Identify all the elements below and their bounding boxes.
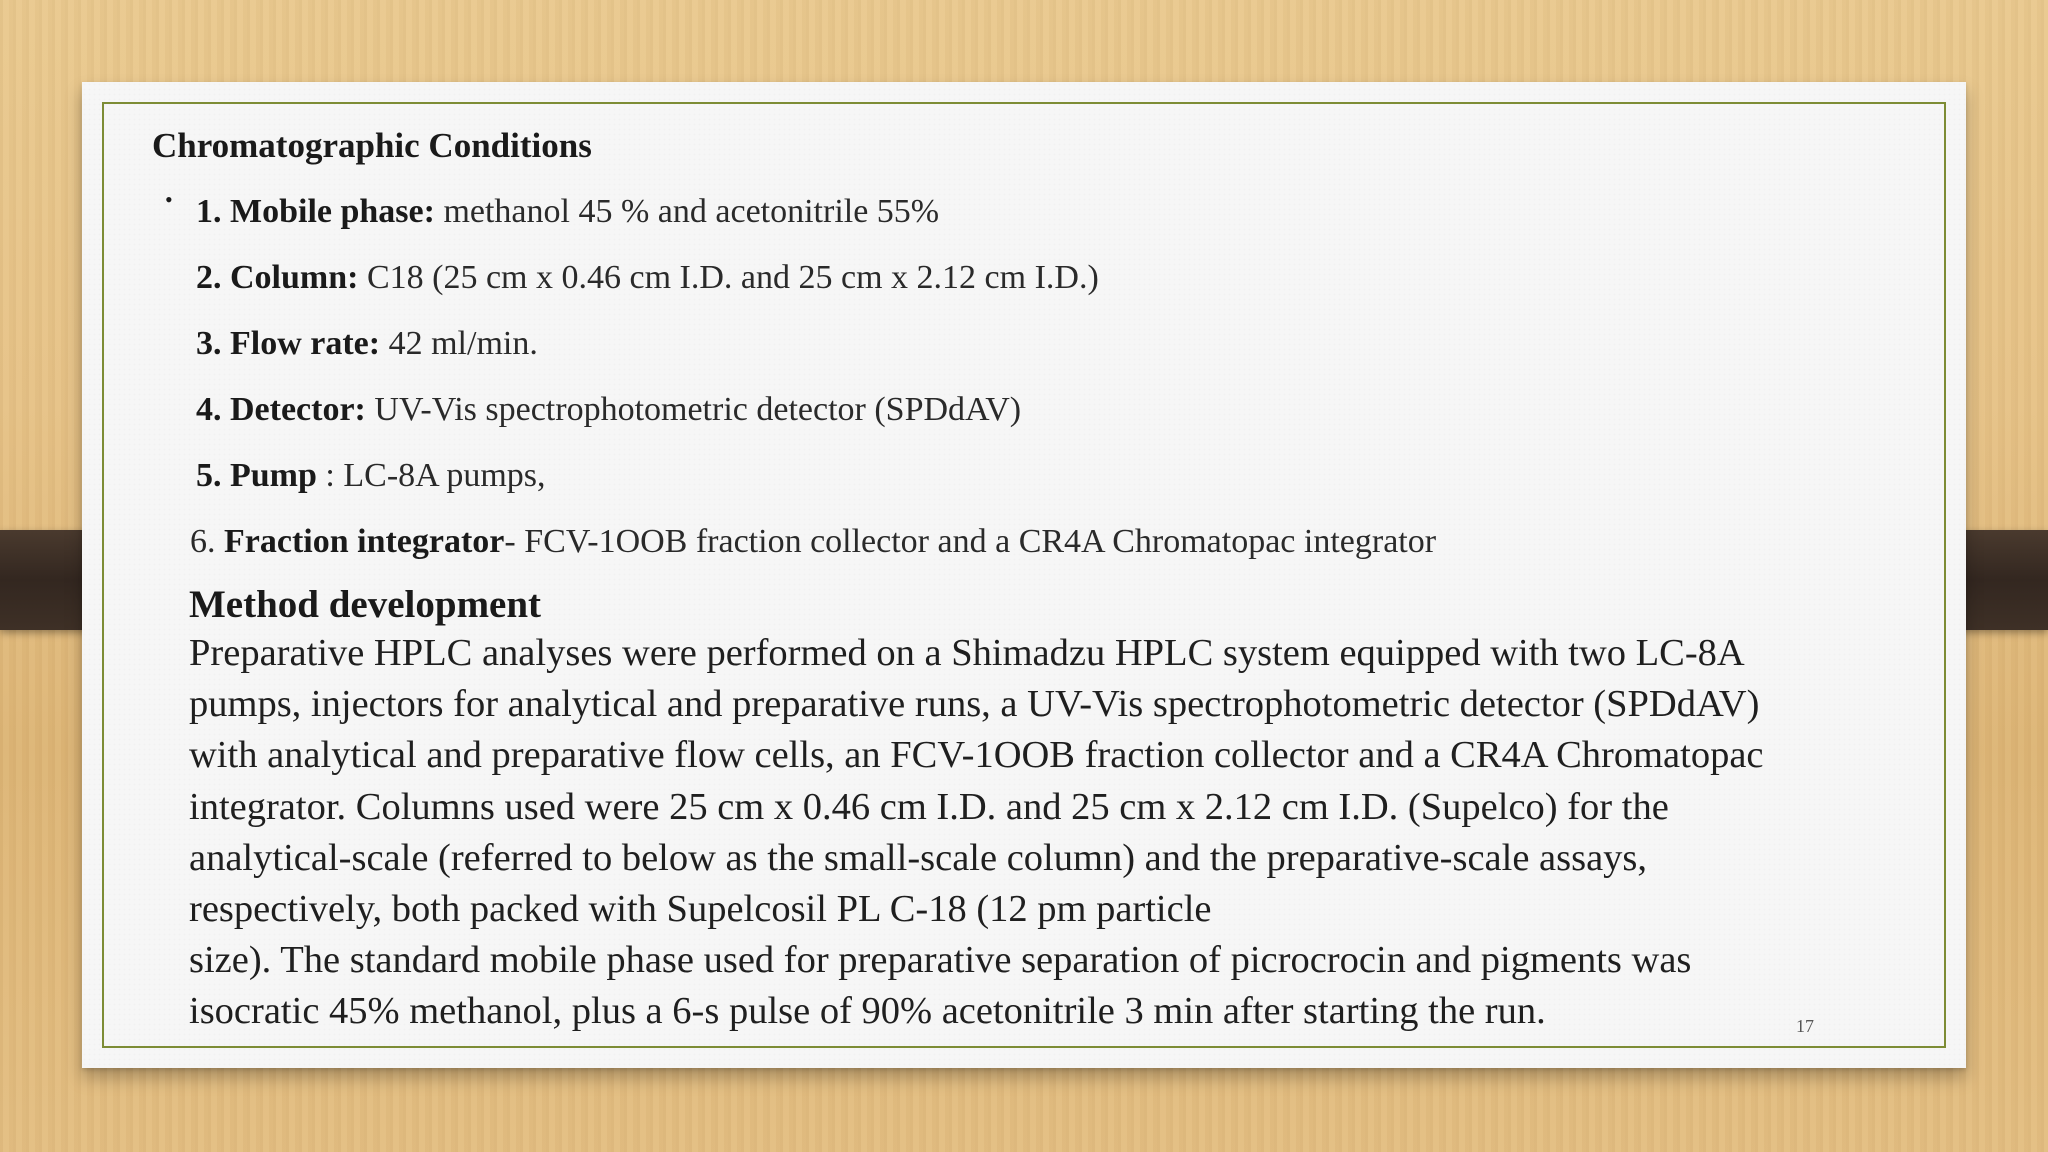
slide bbox=[82, 82, 1966, 1068]
condition-key: 2. Column: bbox=[196, 259, 359, 296]
condition-item bbox=[196, 454, 1436, 520]
condition-value: - FCV-1OOB fraction collector and a CR4A Chromatopac integrator bbox=[504, 523, 1437, 560]
condition-item bbox=[196, 322, 1436, 388]
condition-item bbox=[196, 256, 1436, 322]
paragraph-line: isocratic 45% methanol, plus a 6-s pulse of 90% acetonitrile 3 min after starting the run. bbox=[189, 990, 1546, 1033]
condition-item bbox=[196, 388, 1436, 454]
condition-prefix: 6. bbox=[190, 523, 224, 560]
condition-value: methanol 45 % and acetonitrile 55% bbox=[434, 193, 940, 230]
paragraph-line: size). The standard mobile phase used for preparative separation of picrocrocin and pigments was bbox=[189, 939, 1692, 982]
paragraph-line: Preparative HPLC analyses were performed on a Shimadzu HPLC system equipped with two LC-8A bbox=[189, 632, 1745, 674]
paragraph-line: integrator. Columns used were 25 cm x 0.46 cm I.D. and 25 cm x 2.12 cm I.D. (Supelco) for the bbox=[189, 785, 1669, 828]
bullet-dot: • bbox=[165, 187, 173, 212]
condition-value: : LC-8A pumps, bbox=[316, 457, 546, 494]
paragraph-line: pumps, injectors for analytical and preparative runs, a UV-Vis spectrophotometric detector (SPDdAV) bbox=[189, 683, 1760, 726]
method-paragraph bbox=[189, 628, 1909, 1038]
conditions-list bbox=[190, 190, 1437, 586]
paragraph-line: with analytical and preparative flow cells, an FCV-1OOB fraction collector and a CR4A Chromatopac bbox=[189, 734, 1764, 777]
page-number: 17 bbox=[1796, 1016, 1814, 1036]
paragraph-line: respectively, both packed with Supelcosil PL C-18 (12 pm particle bbox=[189, 887, 1212, 930]
condition-key: 5. Pump bbox=[196, 457, 317, 494]
condition-key: Fraction integrator bbox=[224, 523, 505, 560]
paragraph-line: analytical-scale (referred to below as the small-scale column) and the preparative-scale assays, bbox=[189, 836, 1648, 879]
condition-value: UV-Vis spectrophotometric detector (SPDdAV) bbox=[365, 391, 1022, 428]
condition-item bbox=[190, 520, 1436, 586]
condition-key: 3. Flow rate: bbox=[196, 325, 381, 362]
method-development-title: Method development bbox=[189, 583, 542, 626]
condition-key: 1. Mobile phase: bbox=[196, 193, 435, 230]
condition-value: 42 ml/min. bbox=[380, 325, 538, 362]
section-heading: Chromatographic Conditions bbox=[152, 126, 592, 165]
condition-value: C18 (25 cm x 0.46 cm I.D. and 25 cm x 2.12 cm I.D.) bbox=[358, 259, 1099, 296]
condition-item bbox=[196, 190, 1436, 256]
condition-key: 4. Detector: bbox=[196, 391, 366, 428]
